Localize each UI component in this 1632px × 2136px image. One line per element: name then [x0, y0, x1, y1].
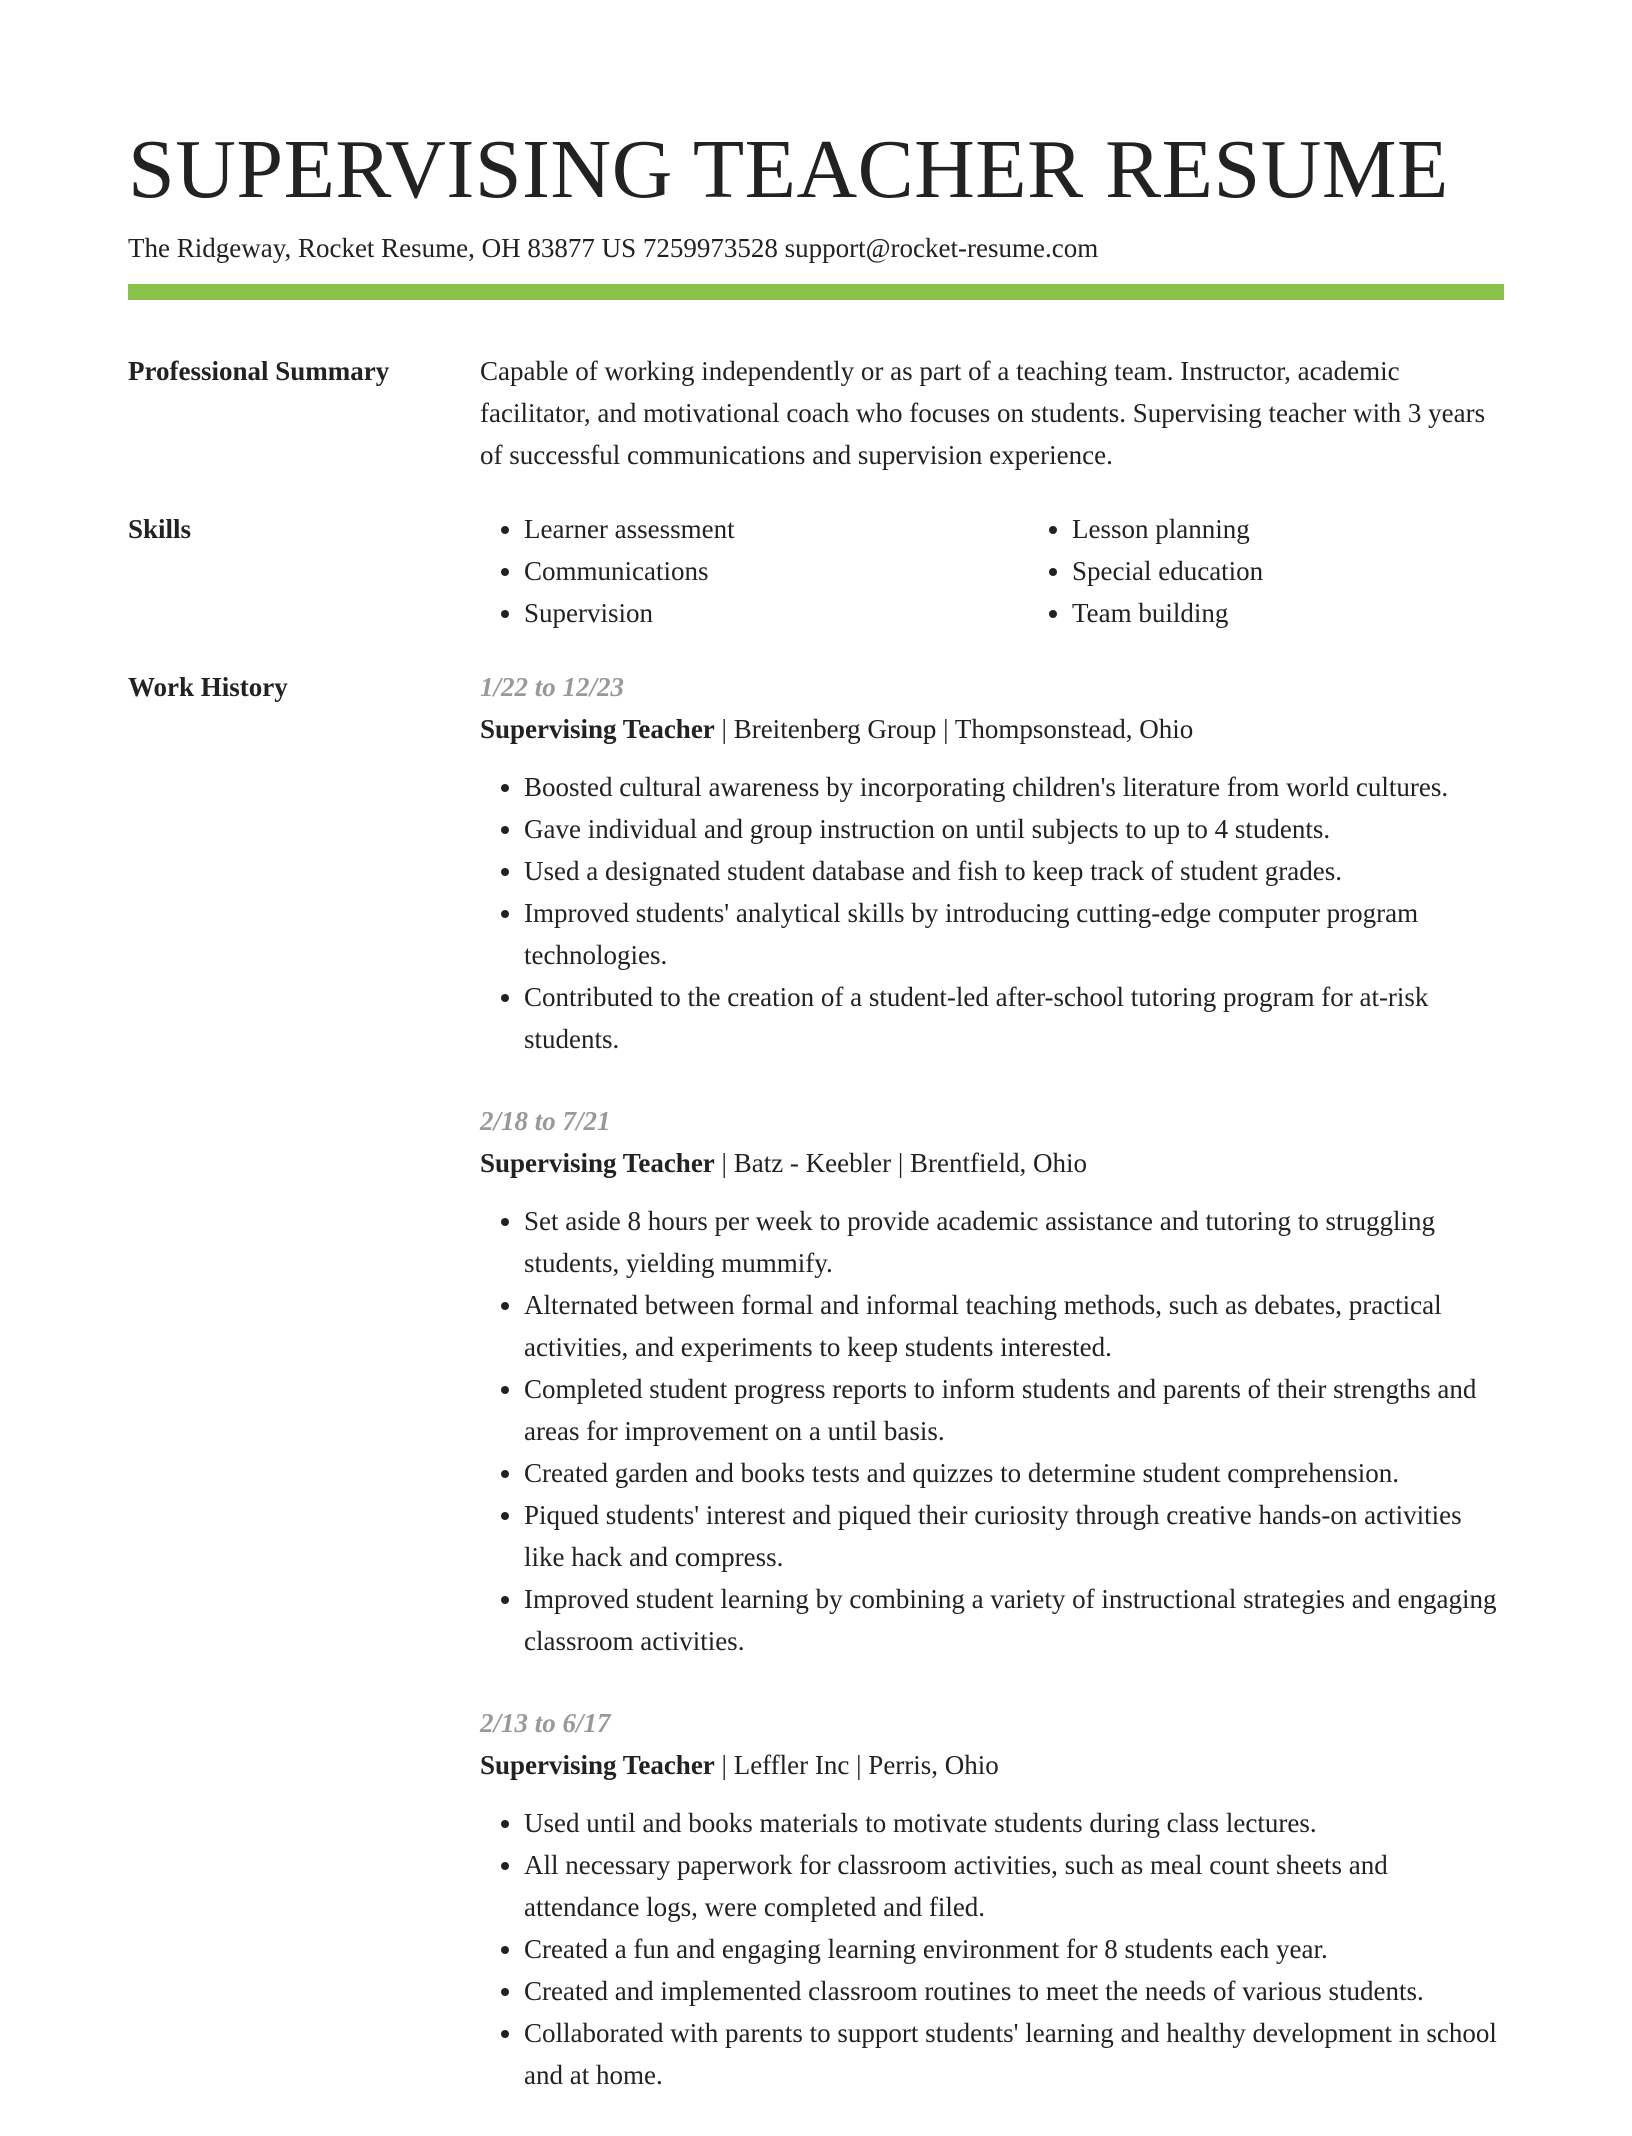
separator: | — [714, 1148, 734, 1178]
job-bullet: • Collaborated with parents to support students' learning and healthy development in school and at home. — [524, 2012, 1504, 2096]
job-bullets — [480, 1200, 1504, 1662]
job-bullet: • Set aside 8 hours per week to provide academic assistance and tutoring to struggling students, yielding mummify. — [524, 1200, 1504, 1284]
skill-item: • Supervision — [524, 592, 1028, 634]
job-dates: 1/22 to 12/23 — [480, 672, 625, 702]
summary-text: Capable of working independently or as part of a teaching team. Instructor, academic facilitator, and motivational coach who focuses on students. Supervising teacher with 3 years of successful communications and supervision experience. — [480, 356, 1486, 470]
job-location: Perris, Ohio — [868, 1750, 999, 1780]
skills-column-1 — [480, 508, 1028, 634]
job-dates: 2/18 to 7/21 — [480, 1106, 611, 1136]
section-label-summary: Professional Summary — [128, 356, 390, 386]
skill-item: • Special education — [1072, 550, 1576, 592]
job-bullet: • Used until and books materials to motivate students during class lectures. — [524, 1802, 1504, 1844]
page-title: SUPERVISING TEACHER RESUME — [128, 123, 1449, 216]
job-bullet: • All necessary paperwork for classroom activities, such as meal count sheets and attendance logs, were completed and filed. — [524, 1844, 1504, 1928]
section-label-work: Work History — [128, 672, 288, 702]
job-bullet: • Boosted cultural awareness by incorporating children's literature from world cultures. — [524, 766, 1504, 808]
separator: | — [714, 1750, 734, 1780]
job-bullet: • Created garden and books tests and quizzes to determine student comprehension. — [524, 1452, 1504, 1494]
job-title: Supervising Teacher — [480, 1148, 715, 1178]
job-title: Supervising Teacher — [480, 1750, 715, 1780]
summary-section — [128, 350, 1504, 476]
skills-section — [128, 508, 1504, 634]
job-company: Batz - Keebler — [733, 1148, 892, 1178]
job-bullet: • Improved student learning by combining a variety of instructional strategies and engaging classroom activities. — [524, 1578, 1504, 1662]
separator: | — [936, 714, 955, 744]
separator: | — [849, 1750, 869, 1780]
job-bullet: • Alternated between formal and informal teaching methods, such as debates, practical activities, and experiments to keep students interested. — [524, 1284, 1504, 1368]
job-header — [480, 1744, 1504, 1786]
section-label-skills: Skills — [128, 514, 192, 544]
job-bullet: • Created and implemented classroom routines to meet the needs of various students. — [524, 1970, 1504, 2012]
job-bullets — [480, 766, 1504, 1060]
job-company: Breitenberg Group — [733, 714, 937, 744]
resume-page — [128, 120, 1504, 2136]
separator: | — [891, 1148, 911, 1178]
job-bullet: • Gave individual and group instruction on until subjects to up to 4 students. — [524, 808, 1504, 850]
job-header — [480, 708, 1504, 750]
job-title: Supervising Teacher — [480, 714, 715, 744]
job-location: Thompsonstead, Ohio — [954, 714, 1194, 744]
job-bullet: • Piqued students' interest and piqued their curiosity through creative hands-on activities like hack and compress. — [524, 1494, 1504, 1578]
job-bullet: • Completed student progress reports to inform students and parents of their strengths and areas for improvement on a until basis. — [524, 1368, 1504, 1452]
skill-item: • Communications — [524, 550, 1028, 592]
contact-line: The Ridgeway, Rocket Resume, OH 83877 US 7259973528 support@rocket-resume.com — [128, 233, 1099, 263]
skill-item: • Team building — [1072, 592, 1576, 634]
job-bullet: • Improved students' analytical skills by introducing cutting-edge computer program technologies. — [524, 892, 1504, 976]
skill-item: • Lesson planning — [1072, 508, 1576, 550]
accent-divider — [128, 284, 1504, 300]
job-entry — [480, 1702, 1504, 2096]
skills-column-2 — [1028, 508, 1576, 634]
job-dates: 2/13 to 6/17 — [480, 1708, 611, 1738]
job-bullet: • Contributed to the creation of a student-led after-school tutoring program for at-risk students. — [524, 976, 1504, 1060]
job-entry — [480, 1100, 1504, 1662]
job-company: Leffler Inc — [733, 1750, 850, 1780]
job-header — [480, 1142, 1504, 1184]
job-entry — [480, 666, 1504, 1060]
job-location: Brentfield, Ohio — [910, 1148, 1087, 1178]
separator: | — [714, 714, 734, 744]
skills-grid — [480, 508, 1576, 634]
work-history-section — [128, 666, 1504, 2136]
skill-item: • Learner assessment — [524, 508, 1028, 550]
job-bullet: • Created a fun and engaging learning environment for 8 students each year. — [524, 1928, 1504, 1970]
job-bullet: • Used a designated student database and fish to keep track of student grades. — [524, 850, 1504, 892]
job-bullets — [480, 1802, 1504, 2096]
